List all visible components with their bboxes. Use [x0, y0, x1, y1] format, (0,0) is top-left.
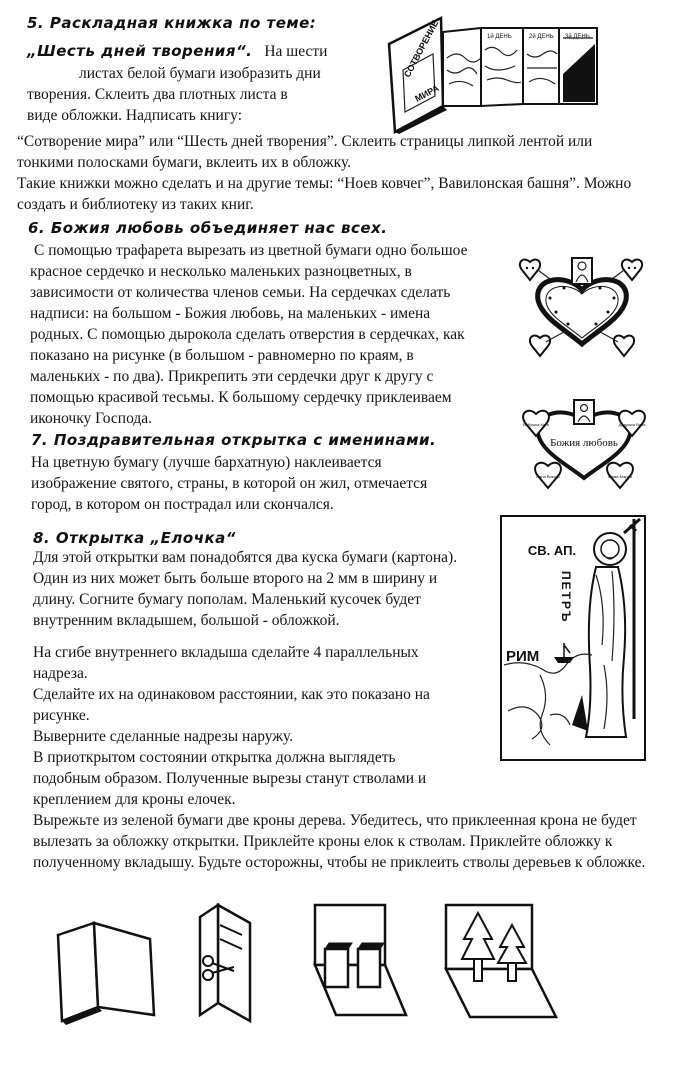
text-line: помощью красивой тесьмы. К большому сердечку приклеиваем — [30, 389, 452, 406]
day-1-label: 1й ДЕНЬ — [487, 34, 512, 40]
small-heart-label: Папа Виктор — [536, 474, 560, 479]
small-heart — [607, 463, 633, 488]
open-card-step — [315, 905, 406, 1015]
hearts-garland-illustration — [520, 254, 650, 364]
text-line: изображение святого, страны, в которой он жил, отмечается — [31, 475, 428, 492]
map-city-label: РИМ — [506, 648, 540, 665]
section-8-paragraph-b — [33, 642, 430, 810]
text-line: В приоткрытом состоянии открытка должна выглядеть — [33, 749, 396, 766]
text-line: Для этой открытки вам понадобятся два куска бумаги (картона). — [33, 549, 458, 566]
section-5-paragraph-a — [27, 63, 321, 126]
small-heart-label: Бабушка Катя — [523, 422, 549, 427]
section-8-paragraph-a — [33, 547, 457, 631]
cutting-step — [200, 905, 250, 1021]
section-5-title: 5. Раскладная книжка по теме: — [27, 14, 317, 32]
saint-peter-card-illustration — [500, 515, 646, 761]
small-heart — [535, 463, 561, 488]
section-5-title-part2: „Шесть дней творения“. — [27, 42, 253, 60]
text-line: вылезать за обложку открытки. Приклейте кроны елок к стволам. Приклейте обложку к — [33, 833, 613, 850]
text-line: Один из них может быть больше второго на 2 мм в ширину и — [33, 570, 438, 587]
small-heart — [622, 260, 642, 280]
text-line: “Сотворение мира” или “Шесть дней творения”. Склеить страницы липкой лентой или — [17, 133, 593, 150]
section-5-paragraph-b — [17, 131, 631, 215]
text-line: зависимости от количества членов семьи. На сердечках сделать — [30, 284, 451, 301]
card-saint-name: ПЕТРЪ — [559, 571, 573, 624]
section-6-paragraph — [30, 240, 490, 429]
small-heart — [530, 336, 550, 356]
section-7-title: 7. Поздравительная открытка с именинами. — [31, 431, 437, 449]
text-line: надписи: на большом - Божия любовь, на маленьких - имена — [30, 305, 431, 322]
text-line: Выверните сделанные надрезы наружу. — [33, 728, 294, 745]
card-saint-title: СВ. АП. — [527, 543, 577, 558]
text-line: На сгибе внутреннего вкладыша сделайте 4 параллельных — [33, 644, 419, 661]
big-heart — [538, 280, 627, 344]
text-line: длину. Согните бумагу пополам. Маленький кусочек будет — [33, 591, 421, 608]
text-line: внутренним вкладышем, большой - обложкой. — [33, 612, 340, 629]
icon-thumbnail — [574, 400, 594, 424]
text-line: Такие книжки можно сделать и на другие темы: “Ноев ковчег”, Вавилонская башня”. Можно — [17, 175, 632, 192]
section-7-paragraph — [31, 452, 427, 515]
text-line: подобным образом. Полученные вырезы станут стволами и — [33, 770, 427, 787]
big-heart-label: Божия любовь — [550, 437, 618, 449]
text-line: маленьких - по два). Прикрепить эти сердечки друг к другу с — [30, 368, 434, 385]
text-line: рисунке. — [33, 707, 90, 724]
text-line: родных. С помощью дырокола сделать отверстия в сердечках, как — [30, 326, 465, 343]
day-2-label: 2й ДЕНЬ — [529, 34, 554, 40]
text-line: красное сердечко и несколько маленьких разноцветных, в — [30, 263, 412, 280]
section-8-title: 8. Открытка „Елочка“ — [33, 529, 236, 547]
text-line: показано на рисунке (в большом - равномерно по краям, в — [30, 347, 414, 364]
small-heart — [520, 260, 540, 280]
day-3-label: 3й ДЕНЬ — [565, 34, 590, 40]
card-steps-illustration — [50, 895, 570, 1025]
finished-card-step — [446, 905, 556, 1017]
book-cover-subtitle: МИРА — [413, 82, 441, 104]
text-line: креплением для кроны елочек. — [33, 791, 236, 808]
section-8-paragraph-c — [33, 810, 645, 873]
text-line: Сделайте их на одинаковом расстоянии, как это показано на — [33, 686, 430, 703]
text-line: На цветную бумагу (лучше бархатную) наклеивается — [31, 454, 382, 471]
text-line: творения. Склеить два плотных листа в — [27, 86, 288, 103]
text-line: виде обложки. Надписать книгу: — [27, 107, 243, 124]
folding-book-illustration — [383, 10, 601, 134]
text-line: иконочку Господа. — [30, 410, 153, 427]
folded-card-step — [58, 923, 154, 1025]
text-line: надреза. — [33, 665, 88, 682]
small-heart-label: Дедушка Ваня — [618, 422, 646, 427]
section-5-title-row2 — [27, 41, 327, 62]
text-line: создать и библиотеку из таких книг. — [17, 196, 254, 213]
text-line: тонкими полосками бумаги, вклеить их в обложку. — [17, 154, 352, 171]
text-line: листах белой бумаги изобразить дни — [79, 65, 321, 82]
small-heart — [614, 336, 634, 356]
text-line: С помощью трафарета вырезать из цветной бумаги одно большое — [34, 242, 468, 259]
section-5-intro: На шести — [264, 43, 328, 60]
family-hearts-illustration — [520, 400, 650, 496]
section-6-title: 6. Божия любовь объединяет нас всех. — [28, 219, 388, 237]
book-cover-title: СОТВОРЕНИЕ — [401, 18, 441, 79]
text-line: город, в котором он пострадал или скончался. — [31, 496, 334, 513]
icon-thumbnail — [572, 258, 592, 284]
small-heart-label: Мама Мария — [608, 474, 632, 479]
text-line: Вырежьте из зеленой бумаги две кроны дерева. Убедитесь, что приклеенная крона не будет — [33, 812, 637, 829]
text-line: полученному вкладышу. Будьте осторожны, чтобы не приклеить стволы деревьев к обложке. — [33, 854, 646, 871]
